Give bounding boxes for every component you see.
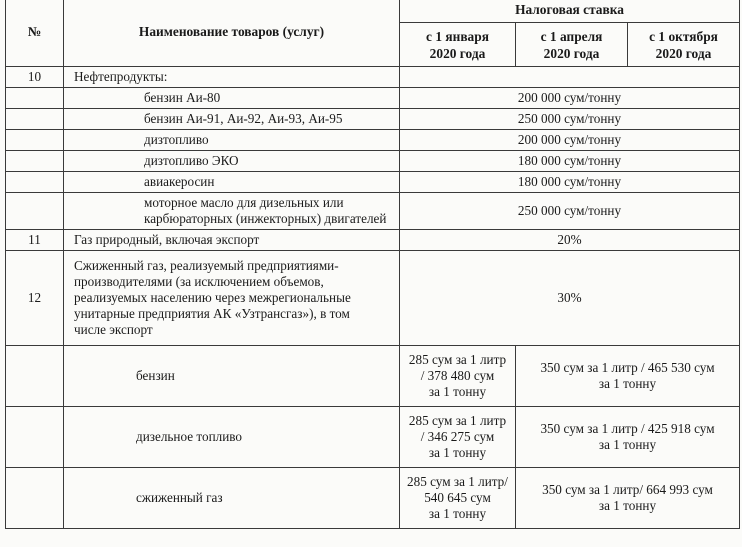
row-rate-april-october: 350 сум за 1 литр / 465 530 сум за 1 тонну bbox=[516, 346, 740, 407]
row-name: Нефтепродукты: bbox=[64, 67, 400, 88]
header-period-april: с 1 апреля 2020 года bbox=[516, 23, 628, 67]
table-row bbox=[6, 109, 740, 130]
row-name: бензин bbox=[64, 346, 400, 407]
row-rate-april-october: 350 сум за 1 литр/ 664 993 сум за 1 тонну bbox=[516, 468, 740, 529]
header-period-january: с 1 января 2020 года bbox=[400, 23, 516, 67]
row-name: бензин Аи-80 bbox=[64, 88, 400, 109]
row-rate: 200 000 сум/тонну bbox=[400, 130, 740, 151]
table-row bbox=[6, 230, 740, 251]
row-name: авиакеросин bbox=[64, 172, 400, 193]
row-name: Газ природный, включая экспорт bbox=[64, 230, 400, 251]
row-rate: 250 000 сум/тонну bbox=[400, 109, 740, 130]
header-tax-rate: Налоговая ставка bbox=[400, 0, 740, 23]
row-rate: 180 000 сум/тонну bbox=[400, 151, 740, 172]
header-number: № bbox=[6, 0, 64, 67]
table-row bbox=[6, 151, 740, 172]
row-rate: 30% bbox=[400, 251, 740, 346]
row-rate: 180 000 сум/тонну bbox=[400, 172, 740, 193]
table-row bbox=[6, 468, 740, 529]
table-row bbox=[6, 130, 740, 151]
row-name: дизтопливо ЭКО bbox=[64, 151, 400, 172]
row-name: Сжиженный газ, реализуемый предприятиями- производителями (за исключением объемов, реализуемых населению через межрегиональные унитарные предприятия АК «Узтрансгаз»), в том числе экспорт bbox=[64, 251, 400, 346]
row-rate: 20% bbox=[400, 230, 740, 251]
table-row bbox=[6, 193, 740, 230]
row-number: 12 bbox=[6, 251, 64, 346]
row-rate-january: 285 сум за 1 литр/ 540 645 сум за 1 тонну bbox=[400, 468, 516, 529]
table-row bbox=[6, 172, 740, 193]
row-name: дизельное топливо bbox=[64, 407, 400, 468]
header-period-october: с 1 октября 2020 года bbox=[628, 23, 740, 67]
table-row bbox=[6, 346, 740, 407]
row-rate-january: 285 сум за 1 литр / 378 480 сум за 1 тонну bbox=[400, 346, 516, 407]
tax-rate-table bbox=[5, 0, 740, 529]
table-row bbox=[6, 67, 740, 88]
row-name: бензин Аи-91, Аи-92, Аи-93, Аи-95 bbox=[64, 109, 400, 130]
row-number: 11 bbox=[6, 230, 64, 251]
row-rate: 200 000 сум/тонну bbox=[400, 88, 740, 109]
table-row bbox=[6, 407, 740, 468]
table-row bbox=[6, 251, 740, 346]
row-rate: 250 000 сум/тонну bbox=[400, 193, 740, 230]
row-number: 10 bbox=[6, 67, 64, 88]
row-name: моторное масло для дизельных или карбюраторных (инжекторных) двигателей bbox=[64, 193, 400, 230]
row-name: сжиженный газ bbox=[64, 468, 400, 529]
row-name: дизтопливо bbox=[64, 130, 400, 151]
header-goods-name: Наименование товаров (услуг) bbox=[64, 0, 400, 67]
table-row bbox=[6, 88, 740, 109]
row-rate-january: 285 сум за 1 литр / 346 275 сум за 1 тонну bbox=[400, 407, 516, 468]
row-rate-april-october: 350 сум за 1 литр / 425 918 сум за 1 тонну bbox=[516, 407, 740, 468]
